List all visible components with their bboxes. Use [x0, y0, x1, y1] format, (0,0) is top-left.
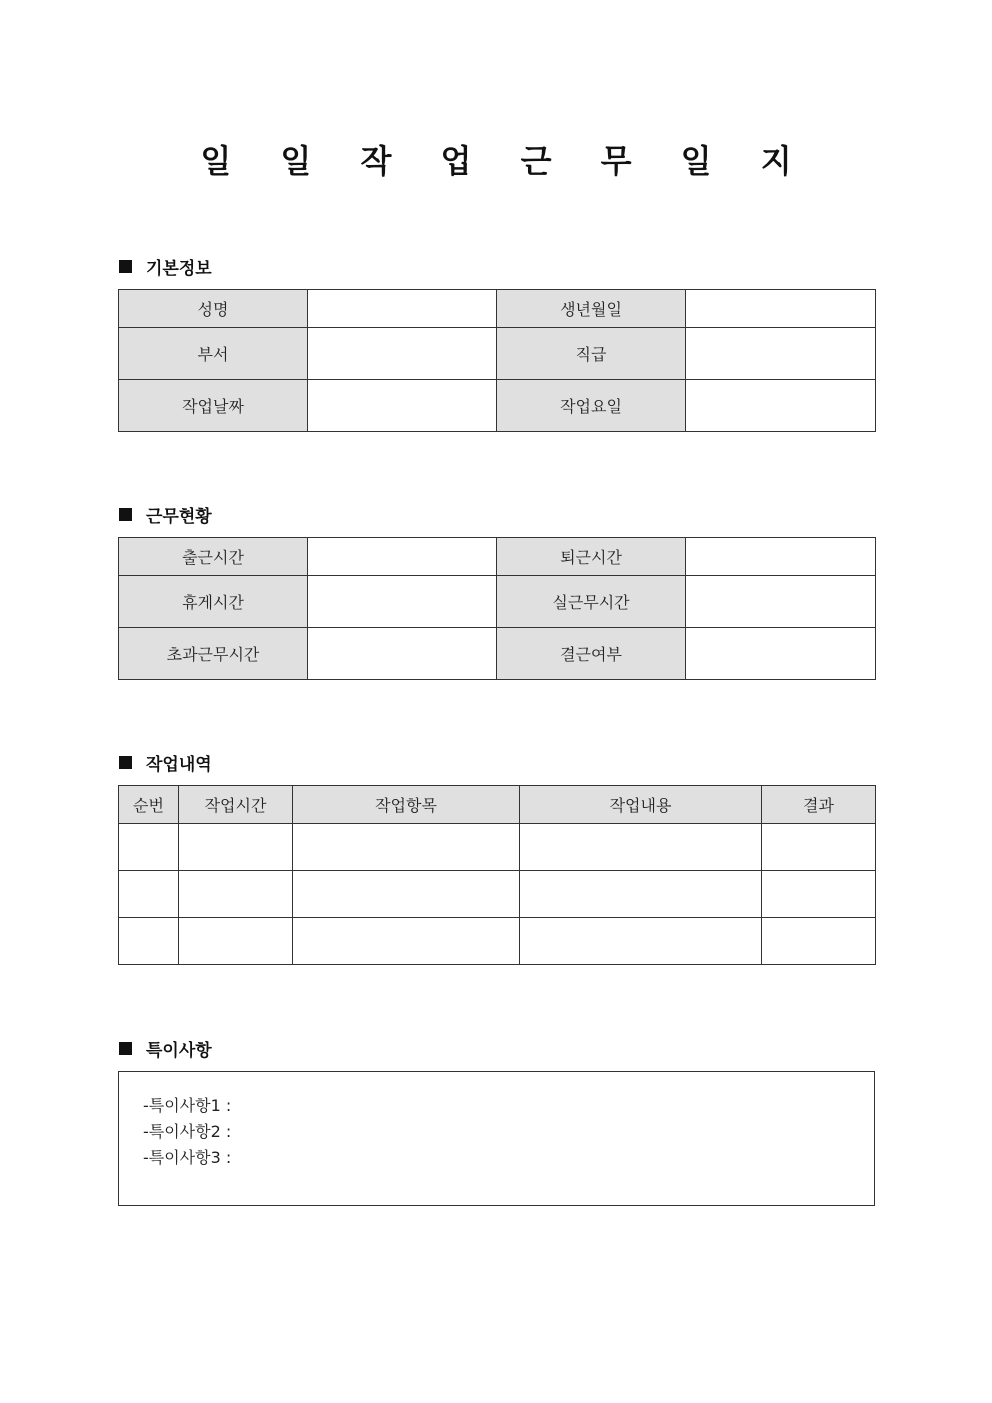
label-clock-in: 출근시간 — [119, 538, 308, 576]
cell-task-time[interactable] — [179, 824, 293, 871]
field-actual-work-time[interactable] — [686, 576, 876, 628]
square-bullet-icon — [119, 508, 132, 521]
section-heading-label: 특이사항 — [146, 1041, 212, 1061]
section-heading-notes — [119, 1036, 212, 1061]
cell-no[interactable] — [119, 871, 179, 918]
cell-task-time[interactable] — [179, 871, 293, 918]
field-position[interactable] — [686, 328, 876, 380]
field-absence[interactable] — [686, 628, 876, 680]
section-heading-label: 작업내역 — [146, 755, 212, 775]
label-actual-work-time: 실근무시간 — [497, 576, 686, 628]
basic-info-table — [118, 289, 876, 432]
section-heading-task-log — [119, 750, 212, 775]
notes-box[interactable] — [118, 1071, 875, 1206]
field-overtime[interactable] — [308, 628, 497, 680]
label-clock-out: 퇴근시간 — [497, 538, 686, 576]
cell-task-item[interactable] — [293, 871, 520, 918]
cell-no[interactable] — [119, 918, 179, 965]
label-department: 부서 — [119, 328, 308, 380]
note-line-1: -특이사항1 : — [143, 1096, 232, 1115]
field-birthdate[interactable] — [686, 290, 876, 328]
cell-task-item[interactable] — [293, 824, 520, 871]
column-header-no: 순번 — [119, 786, 179, 824]
cell-result[interactable] — [762, 918, 876, 965]
work-status-table — [118, 537, 876, 680]
section-heading-work-status — [119, 502, 212, 527]
label-overtime: 초과근무시간 — [119, 628, 308, 680]
label-position: 직급 — [497, 328, 686, 380]
cell-result[interactable] — [762, 871, 876, 918]
label-work-day: 작업요일 — [497, 380, 686, 432]
cell-no[interactable] — [119, 824, 179, 871]
square-bullet-icon — [119, 1042, 132, 1055]
column-header-task-detail: 작업내용 — [520, 786, 762, 824]
column-header-result: 결과 — [762, 786, 876, 824]
cell-task-detail[interactable] — [520, 824, 762, 871]
section-heading-label: 근무현황 — [146, 507, 212, 527]
label-break-time: 휴게시간 — [119, 576, 308, 628]
task-log-table — [118, 785, 876, 965]
note-line-3: -특이사항3 : — [143, 1148, 232, 1167]
label-absence: 결근여부 — [497, 628, 686, 680]
table-row — [119, 871, 876, 918]
note-line-2: -특이사항2 : — [143, 1122, 232, 1141]
cell-task-item[interactable] — [293, 918, 520, 965]
field-clock-in[interactable] — [308, 538, 497, 576]
table-row — [119, 918, 876, 965]
square-bullet-icon — [119, 756, 132, 769]
field-work-date[interactable] — [308, 380, 497, 432]
label-birthdate: 생년월일 — [497, 290, 686, 328]
field-work-day[interactable] — [686, 380, 876, 432]
field-break-time[interactable] — [308, 576, 497, 628]
cell-result[interactable] — [762, 824, 876, 871]
cell-task-detail[interactable] — [520, 918, 762, 965]
table-row — [119, 824, 876, 871]
column-header-task-time: 작업시간 — [179, 786, 293, 824]
field-department[interactable] — [308, 328, 497, 380]
square-bullet-icon — [119, 260, 132, 273]
field-name[interactable] — [308, 290, 497, 328]
page-title: 일 일 작 업 근 무 일 지 — [200, 142, 811, 180]
column-header-task-item: 작업항목 — [293, 786, 520, 824]
label-work-date: 작업날짜 — [119, 380, 308, 432]
cell-task-detail[interactable] — [520, 871, 762, 918]
section-heading-label: 기본정보 — [146, 259, 212, 279]
cell-task-time[interactable] — [179, 918, 293, 965]
section-heading-basic — [119, 254, 212, 279]
label-name: 성명 — [119, 290, 308, 328]
field-clock-out[interactable] — [686, 538, 876, 576]
